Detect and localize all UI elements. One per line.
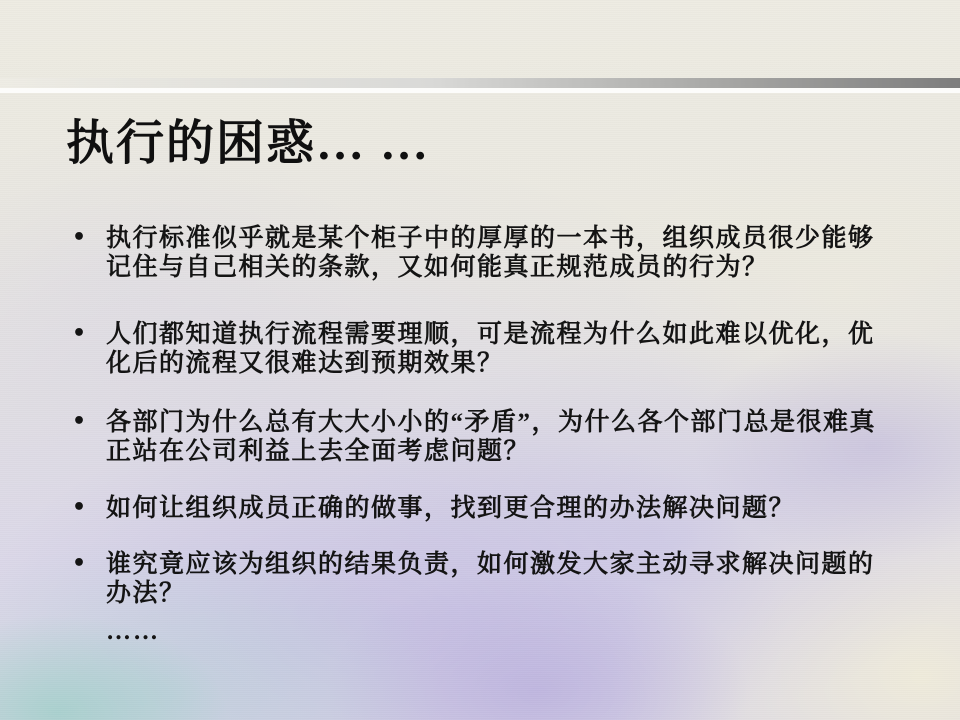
trailing-ellipsis: …… — [106, 618, 160, 645]
bullet-icon: • — [72, 321, 88, 346]
bullet-text: 各部门为什么总有大大小小的“矛盾”，为什么各个部门总是很难真正站在公司利益上去全面考虑问题？ — [106, 409, 877, 465]
top-divider-bar — [0, 78, 960, 88]
bullet-icon: • — [72, 495, 88, 520]
top-divider-highlight — [0, 88, 960, 93]
bullet-icon: • — [72, 225, 88, 250]
bullet-text: 执行标准似乎就是某个柜子中的厚厚的一本书，组织成员很少能够记住与自己相关的条款，又如何能真正规范成员的行为？ — [106, 225, 875, 281]
list-item — [70, 320, 882, 378]
bullet-icon: • — [72, 551, 88, 576]
bullet-list — [70, 224, 882, 618]
trailing-ellipsis-row — [70, 618, 882, 646]
list-item — [70, 550, 882, 608]
bullet-text: 人们都知道执行流程需要理顺，可是流程为什么如此难以优化，优化后的流程又很难达到预期效果？ — [106, 321, 875, 377]
list-item — [70, 494, 882, 523]
list-item — [70, 408, 882, 466]
bullet-text: 谁究竟应该为组织的结果负责，如何激发大家主动寻求解决问题的办法？ — [106, 551, 875, 607]
slide-title: 执行的困惑… … — [66, 117, 431, 170]
bullet-icon: • — [72, 409, 88, 434]
list-item — [70, 224, 882, 282]
bullet-text: 如何让组织成员正确的做事，找到更合理的办法解决问题？ — [106, 495, 796, 522]
